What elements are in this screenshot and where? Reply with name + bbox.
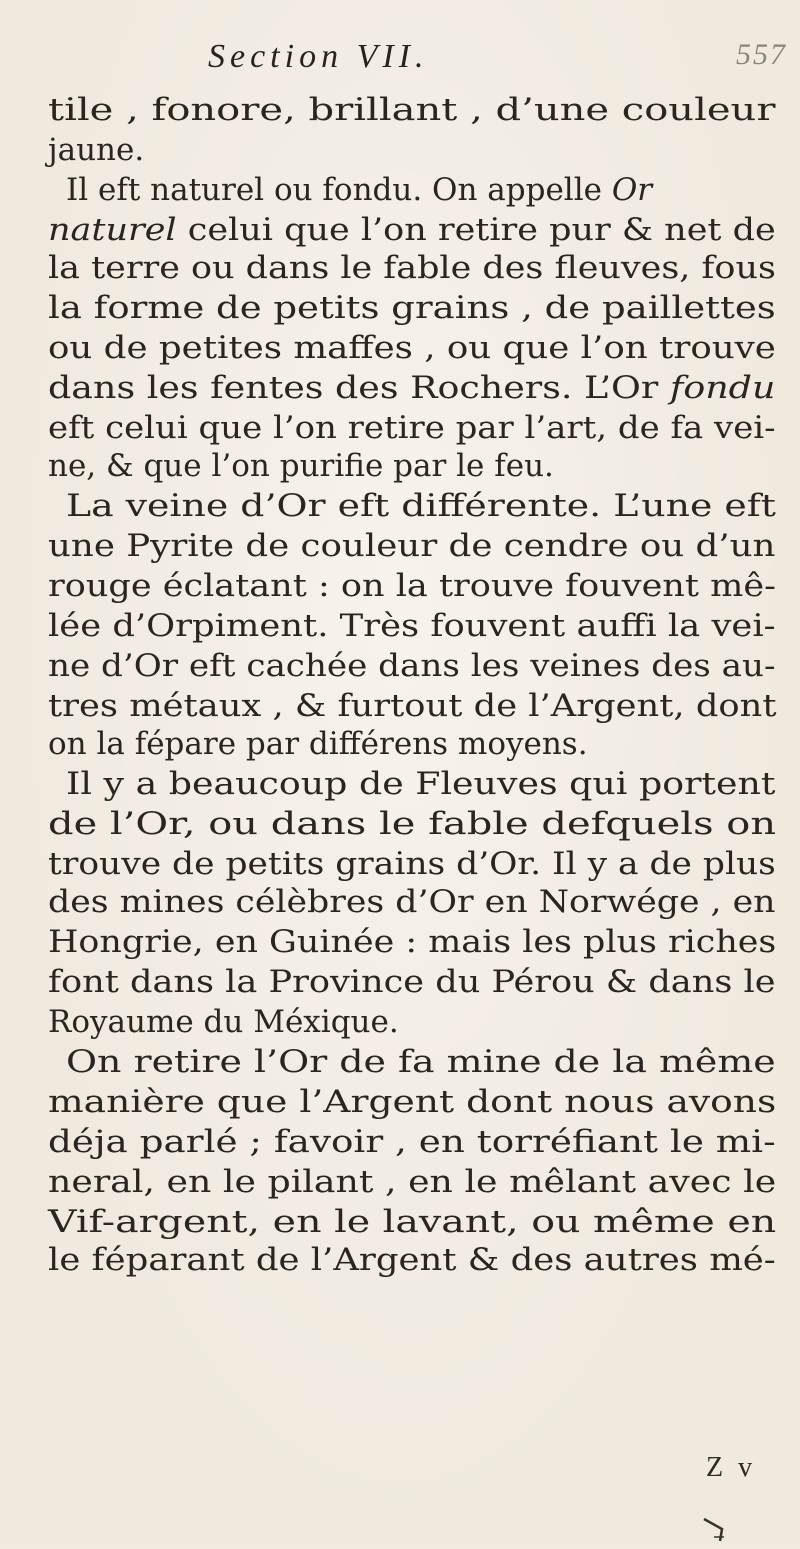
text-line	[48, 408, 776, 448]
text-segment: on la fépare par différens moyens.	[48, 726, 588, 762]
text-segment: la terre ou dans le fable des fleuves, fous	[48, 250, 776, 286]
text-segment: Royaume du Méxique.	[48, 1004, 399, 1040]
text-line	[48, 646, 776, 686]
text-segment: La veine d’Or eft différente. L’une eft	[66, 488, 776, 524]
text-line	[48, 724, 588, 764]
text-segment: fondu	[669, 370, 776, 406]
text-segment: lée d’Orpiment. Très fouvent auffi la vei-	[48, 608, 776, 644]
page-number: 557	[736, 38, 787, 71]
text-line	[48, 606, 776, 646]
ink-mark-icon	[700, 1515, 740, 1549]
text-segment: eft celui que l’on retire par l’art, de fa vei-	[48, 410, 776, 446]
text-line	[48, 90, 775, 130]
text-segment: de l’Or, ou dans le fable defquels on	[48, 806, 777, 842]
text-line	[48, 1202, 776, 1242]
text-segment: jaune.	[48, 132, 145, 168]
text-segment: manière que l’Argent dont nous avons	[48, 1084, 777, 1120]
text-line	[66, 1042, 776, 1082]
text-line	[48, 962, 776, 1002]
text-line	[48, 526, 775, 566]
text-segment: ne, & que l’on purifie par le feu.	[48, 448, 554, 484]
text-segment: neral, en le pilant , en le mêlant avec le	[48, 1164, 777, 1200]
text-line	[48, 804, 776, 844]
text-segment: rouge éclatant : on la trouve fouvent mê-	[48, 568, 776, 604]
text-segment: tres métaux , & furtout de l’Argent, dont	[48, 688, 777, 724]
text-line	[48, 248, 776, 288]
running-head: Section VII.	[208, 38, 429, 75]
text-segment: trouve de petits grains d’Or. Il y a de plus	[48, 846, 776, 882]
text-line	[48, 288, 776, 328]
text-segment: Il y a beaucoup de Fleuves qui portent	[66, 766, 776, 802]
text-segment: le féparant de l’Argent & des autres mé-	[48, 1242, 776, 1278]
text-segment: la forme de petits grains , de paillettes	[48, 290, 776, 326]
text-line	[48, 130, 144, 170]
text-line	[48, 922, 776, 962]
text-line	[48, 328, 776, 368]
text-segment: Il eft naturel ou fondu. On appelle	[66, 172, 612, 208]
text-segment: dans les fentes des Rochers. L’Or	[48, 370, 670, 406]
text-segment: On retire l’Or de fa mine de la même	[66, 1044, 776, 1080]
text-segment: tile , fonore, brillant , d’une couleur	[48, 92, 776, 128]
page-header	[0, 38, 800, 88]
text-segment: celui que l’on retire pur & net de	[176, 212, 776, 248]
text-line	[48, 1082, 776, 1122]
text-line	[48, 1240, 776, 1280]
text-line	[48, 566, 776, 606]
text-line	[48, 368, 775, 408]
text-segment: ne d’Or eft cachée dans les veines des au-	[48, 648, 776, 684]
text-line	[66, 764, 776, 804]
catchword: Z v	[706, 1452, 757, 1483]
text-segment: Or	[611, 172, 653, 208]
text-segment: font dans la Province du Pérou & dans le	[48, 964, 776, 1000]
text-line	[48, 446, 554, 486]
text-line	[66, 170, 652, 210]
text-line	[66, 486, 776, 526]
text-line	[48, 1122, 776, 1162]
text-line	[48, 844, 776, 884]
text-segment: Hongrie, en Guinée : mais les plus riches	[48, 924, 777, 960]
text-segment: naturel	[48, 212, 177, 248]
text-line	[48, 686, 777, 726]
text-segment: Vif-argent, en le lavant, ou même en	[48, 1204, 777, 1240]
text-line	[48, 1002, 399, 1042]
text-segment: des mines célèbres d’Or en Norwége , en	[48, 884, 776, 920]
text-line	[48, 1162, 776, 1202]
text-segment: ou de petites maffes , ou que l’on trouve	[48, 330, 776, 366]
text-line	[48, 882, 776, 922]
text-line	[48, 210, 776, 250]
text-segment: une Pyrite de couleur de cendre ou d’un	[48, 528, 776, 564]
text-segment: déja parlé ; favoir , en torréfiant le mi-	[48, 1124, 776, 1160]
